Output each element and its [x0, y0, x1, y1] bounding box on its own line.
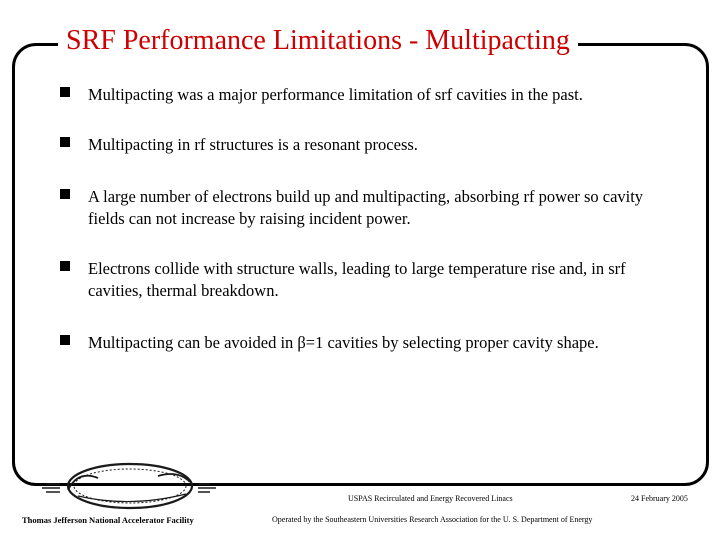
operator-credit: Operated by the Southeastern Universities Research Association for the U. S. Department of Energy	[272, 515, 593, 524]
course-name: USPAS Recirculated and Energy Recovered Linacs	[348, 494, 513, 503]
bullet-item	[60, 258, 663, 302]
bullet-item	[60, 84, 663, 106]
bullet-marker-icon	[60, 189, 70, 199]
bullet-text: Multipacting was a major performance limitation of srf cavities in the past.	[88, 85, 583, 104]
slide-title: SRF Performance Limitations - Multipacting	[58, 22, 578, 60]
bullet-text: Multipacting can be avoided in β=1 cavities by selecting proper cavity shape.	[88, 333, 599, 352]
bullet-item	[60, 186, 663, 230]
bullet-marker-icon	[60, 335, 70, 345]
jefferson-lab-logo	[38, 458, 218, 518]
bullet-item	[60, 332, 663, 354]
bullet-text: Multipacting in rf structures is a resonant process.	[88, 135, 418, 154]
bullet-text: A large number of electrons build up and multipacting, absorbing rf power so cavity fields can not increase by raising incident power.	[88, 187, 644, 228]
bullet-marker-icon	[60, 261, 70, 271]
bullet-marker-icon	[60, 87, 70, 97]
slide-date: 24 February 2005	[631, 494, 688, 503]
bullet-text: Electrons collide with structure walls, leading to large temperature rise and, in srf cavities, thermal breakdown.	[88, 259, 626, 300]
lab-name: Thomas Jefferson National Accelerator Facility	[22, 515, 194, 525]
bullet-item	[60, 134, 663, 156]
bullet-marker-icon	[60, 137, 70, 147]
